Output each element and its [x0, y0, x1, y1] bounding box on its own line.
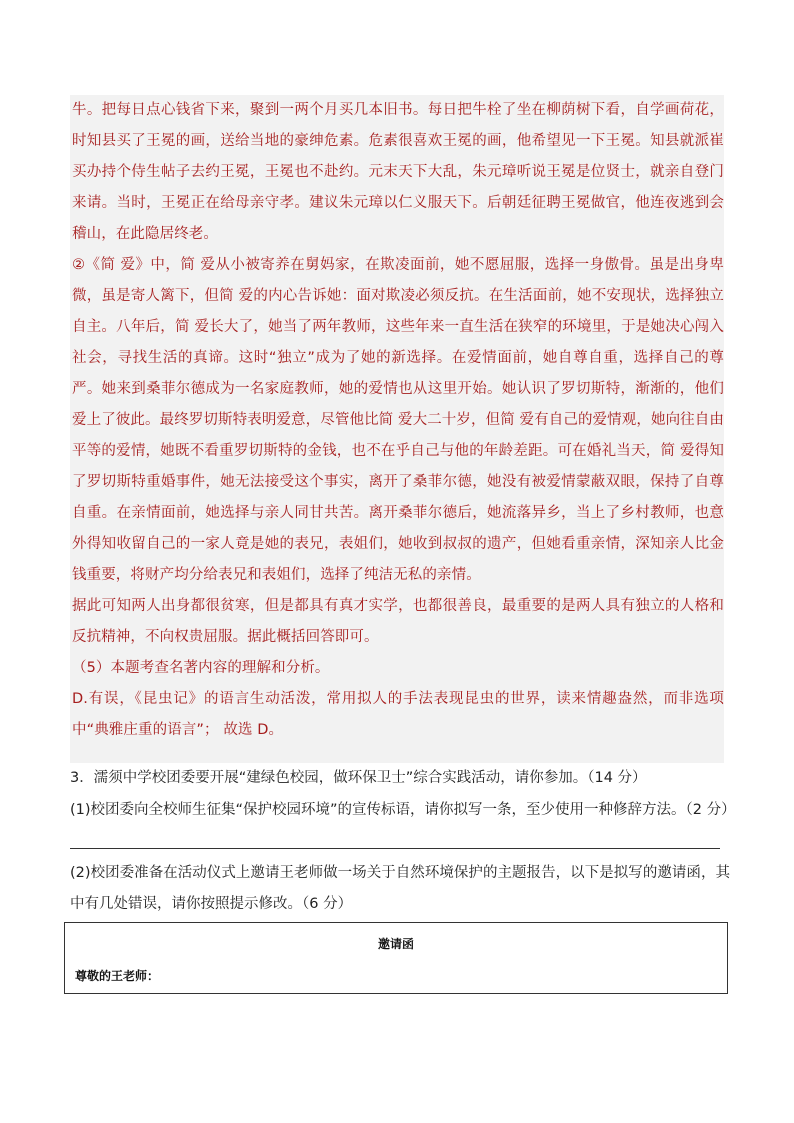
question-3-stem: 3．濡须中学校团委要开展“建绿色校园，做环保卫士”综合实践活动，请你参加。（14 分）	[70, 770, 647, 786]
invitation-letter-title: 邀请函	[377, 937, 414, 951]
answer-writing-line[interactable]	[70, 848, 720, 849]
answer-paragraph-wangmian: 牛。把每日点心钱省下来，聚到一两个月买几本旧书。每日把牛栓了坐在柳荫树下看，自学画荷花，时知县买了王冕的画，送给当地的豪绅危素。危素很喜欢王冕的画，他希望见一下王冕。知县就派崔买办持个侍生帖子去约王冕，王冕也不赴约。元末天下大乱，朱元璋听说王冕是位贤士，就亲自登门来请。当时，王冕正在给母亲守孝。建议朱元璋以仁义服天下。后朝廷征聘王冕做官，他连夜逃到会稽山，在此隐居终老。	[72, 102, 724, 242]
answer-explanation-block	[70, 95, 724, 763]
answer-paragraph-q5-intro: （5）本题考查名著内容的理解和分析。	[72, 660, 330, 676]
question-3-sub2: (2)校团委准备在活动仪式上邀请王老师做一场关于自然环境保护的主题报告，以下是拟写的邀请函，其中有几处错误，请你按照提示修改。（6 分）	[70, 865, 730, 912]
answer-paragraph-summary: 据此可知两人出身都很贫寒，但是都具有真才实学，也都很善良，最重要的是两人具有独立的人格和反抗精神，不向权贵屈服。据此概括回答即可。	[72, 598, 724, 645]
invitation-letter-greeting: 尊敬的王老师：	[75, 969, 160, 983]
invitation-letter-box	[64, 922, 728, 994]
question-3-sub1: (1)校团委向全校师生征集“保护校园环境”的宣传标语，请你拟写一条，至少使用一种修辞方法。（2 分）	[70, 802, 736, 818]
answer-paragraph-q5-answer: D.有误，《昆虫记》的语言生动活泼，常用拟人的手法表现昆虫的世界，读来情趣盎然，而非选项中“典雅庄重的语言”； 故选 D。	[72, 691, 724, 738]
answer-paragraph-jane-eyre: ②《简 爱》中，简 爱从小被寄养在舅妈家，在欺凌面前，她不愿屈服，选择一身傲骨。虽是出身卑微，虽是寄人篱下，但简 爱的内心告诉她：面对欺凌必须反抗。在生活面前，她不安现状，选择独立自主。八年后，简 爱长大了，她当了两年教师，这些年来一直生活在狭窄的环境里，于是她决心闯入社会，寻找生活的真谛。这时“独立”成为了她的新选择。在爱情面前，她自尊自重，选择自己的尊严。她来到桑菲尔德成为一名家庭教师，她的爱情也从这里开始。她认识了罗切斯特，渐渐的，他们爱上了彼此。最终罗切斯特表明爱意，尽管他比简 爱大二十岁，但简 爱有自己的爱情观，她向往自由平等的爱情，她既不看重罗切斯特的金钱，也不在乎自己与他的年龄差距。可在婚礼当天，简 爱得知了罗切斯特重婚事件，她无法接受这个事实，离开了桑菲尔德，她没有被爱情蒙蔽双眼，保持了自尊自重。在亲情面前，她选择与亲人同甘共苦。离开桑菲尔德后，她流落异乡，当上了乡村教师，也意外得知收留自己的一家人竟是她的表兄，表姐们，她收到叔叔的遗产，但她看重亲情，深知亲人比金钱重要，将财产均分给表兄和表姐们，选择了纯洁无私的亲情。	[72, 257, 724, 583]
